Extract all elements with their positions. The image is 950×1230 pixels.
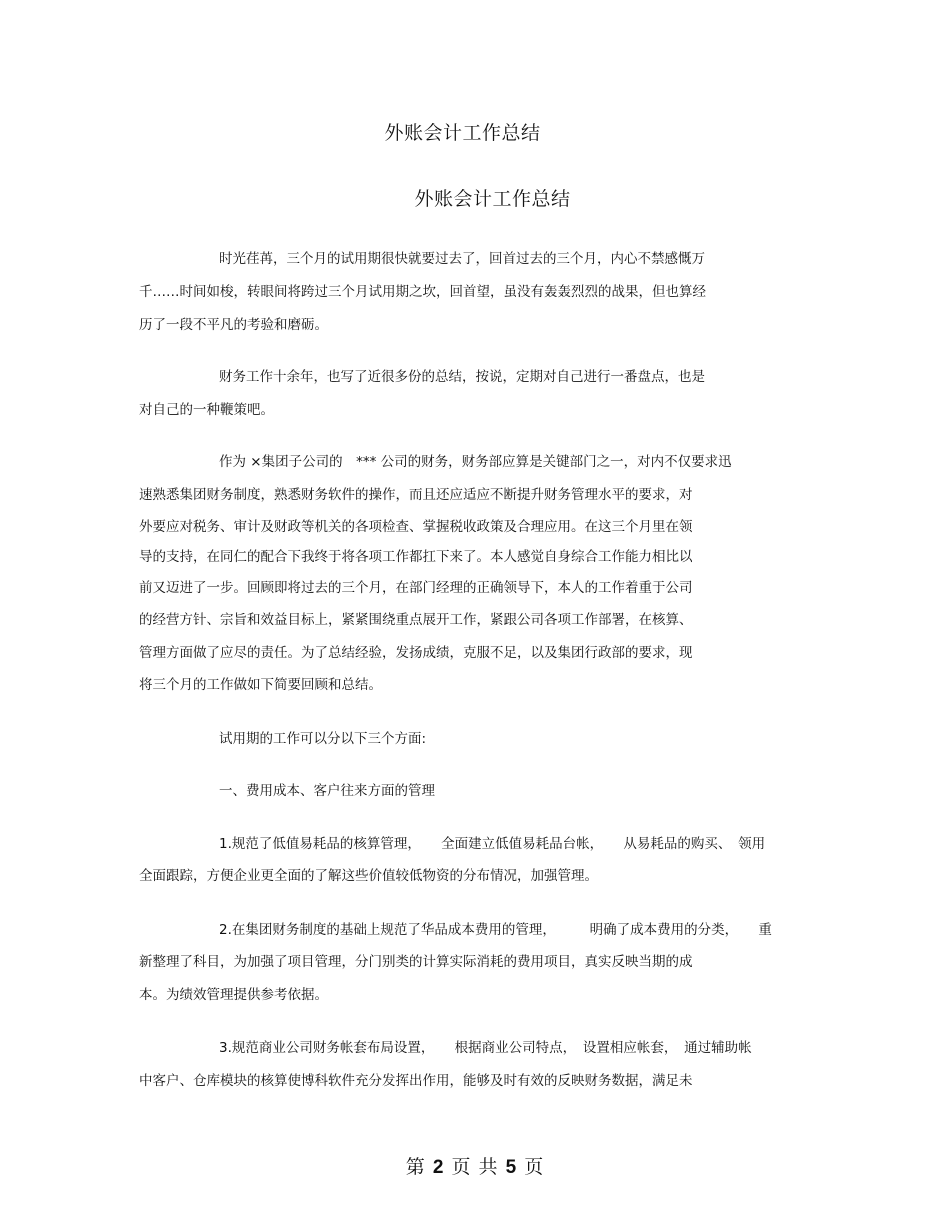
body-line: 2.在集团财务制度的基础上规范了华品成本费用的管理， 明确了成本费用的分类， 重	[219, 922, 772, 938]
body-line: 千……时间如梭，转眼间将跨过三个月试用期之坎，回首望，虽没有轰轰烈烈的战果，但也算经	[139, 284, 706, 300]
body-line: 时光荏苒，三个月的试用期很快就要过去了，回首过去的三个月，内心不禁感慨万	[219, 251, 705, 267]
body-line: 作为 ×集团子公司的 *** 公司的财务，财务部应算是关键部门之一，对内不仅要求迅	[219, 454, 732, 470]
body-line: 本。为绩效管理提供参考依据。	[139, 987, 328, 1003]
body-line: 对自己的一种鞭策吧。	[139, 402, 274, 418]
current-page-number: 2	[432, 1157, 445, 1178]
footer-prefix: 第	[405, 1156, 426, 1178]
body-line: 前又迈进了一步。回顾即将过去的三个月，在部门经理的正确领导下，本人的工作着重于公司	[139, 580, 693, 596]
footer-middle: 页 共	[451, 1156, 499, 1178]
body-line: 的经营方针、宗旨和效益目标上，紧紧围绕重点展开工作，紧跟公司各项工作部署，在核算、	[139, 612, 693, 628]
body-line: 外要应对税务、审计及财政等机关的各项检查、掌握税收政策及合理应用。在这三个月里在领	[139, 519, 693, 535]
body-line: 速熟悉集团财务制度，熟悉财务软件的操作，而且还应适应不断提升财务管理水平的要求，对	[139, 487, 693, 503]
document-title: 外账会计工作总结	[384, 122, 541, 144]
body-line: 3.规范商业公司财务帐套布局设置， 根据商业公司特点， 设置相应帐套， 通过辅助帐	[219, 1040, 752, 1056]
body-line: 将三个月的工作做如下简要回顾和总结。	[139, 677, 382, 693]
body-line: 中客户、仓库模块的核算使博科软件充分发挥出作用，能够及时有效的反映财务数据，满足未	[139, 1073, 693, 1089]
body-line: 管理方面做了应尽的责任。为了总结经验，发扬成绩，克服不足，以及集团行政部的要求，现	[139, 645, 693, 661]
body-line: 历了一段不平凡的考验和磨砺。	[139, 317, 328, 333]
body-line: 1.规范了低值易耗品的核算管理， 全面建立低值易耗品台帐， 从易耗品的购买、 领用	[219, 836, 766, 852]
section-heading: 一、费用成本、客户往来方面的管理	[219, 783, 435, 799]
page-footer	[0, 1152, 950, 1179]
body-line: 财务工作十余年，也写了近很多份的总结，按说，定期对自己进行一番盘点，也是	[219, 369, 705, 385]
document-subtitle: 外账会计工作总结	[414, 188, 571, 210]
total-page-number: 5	[505, 1157, 518, 1178]
body-line: 新整理了科目，为加强了项目管理，分门别类的计算实际消耗的费用项目，真实反映当期的成	[139, 954, 693, 970]
body-line: 全面跟踪，方便企业更全面的了解这些价值较低物资的分布情况，加强管理。	[139, 868, 598, 884]
body-line: 试用期的工作可以分以下三个方面:	[219, 731, 427, 747]
footer-suffix: 页	[524, 1156, 545, 1178]
body-line: 导的支持，在同仁的配合下我终于将各项工作都扛下来了。本人感觉自身综合工作能力相比以	[139, 549, 693, 565]
